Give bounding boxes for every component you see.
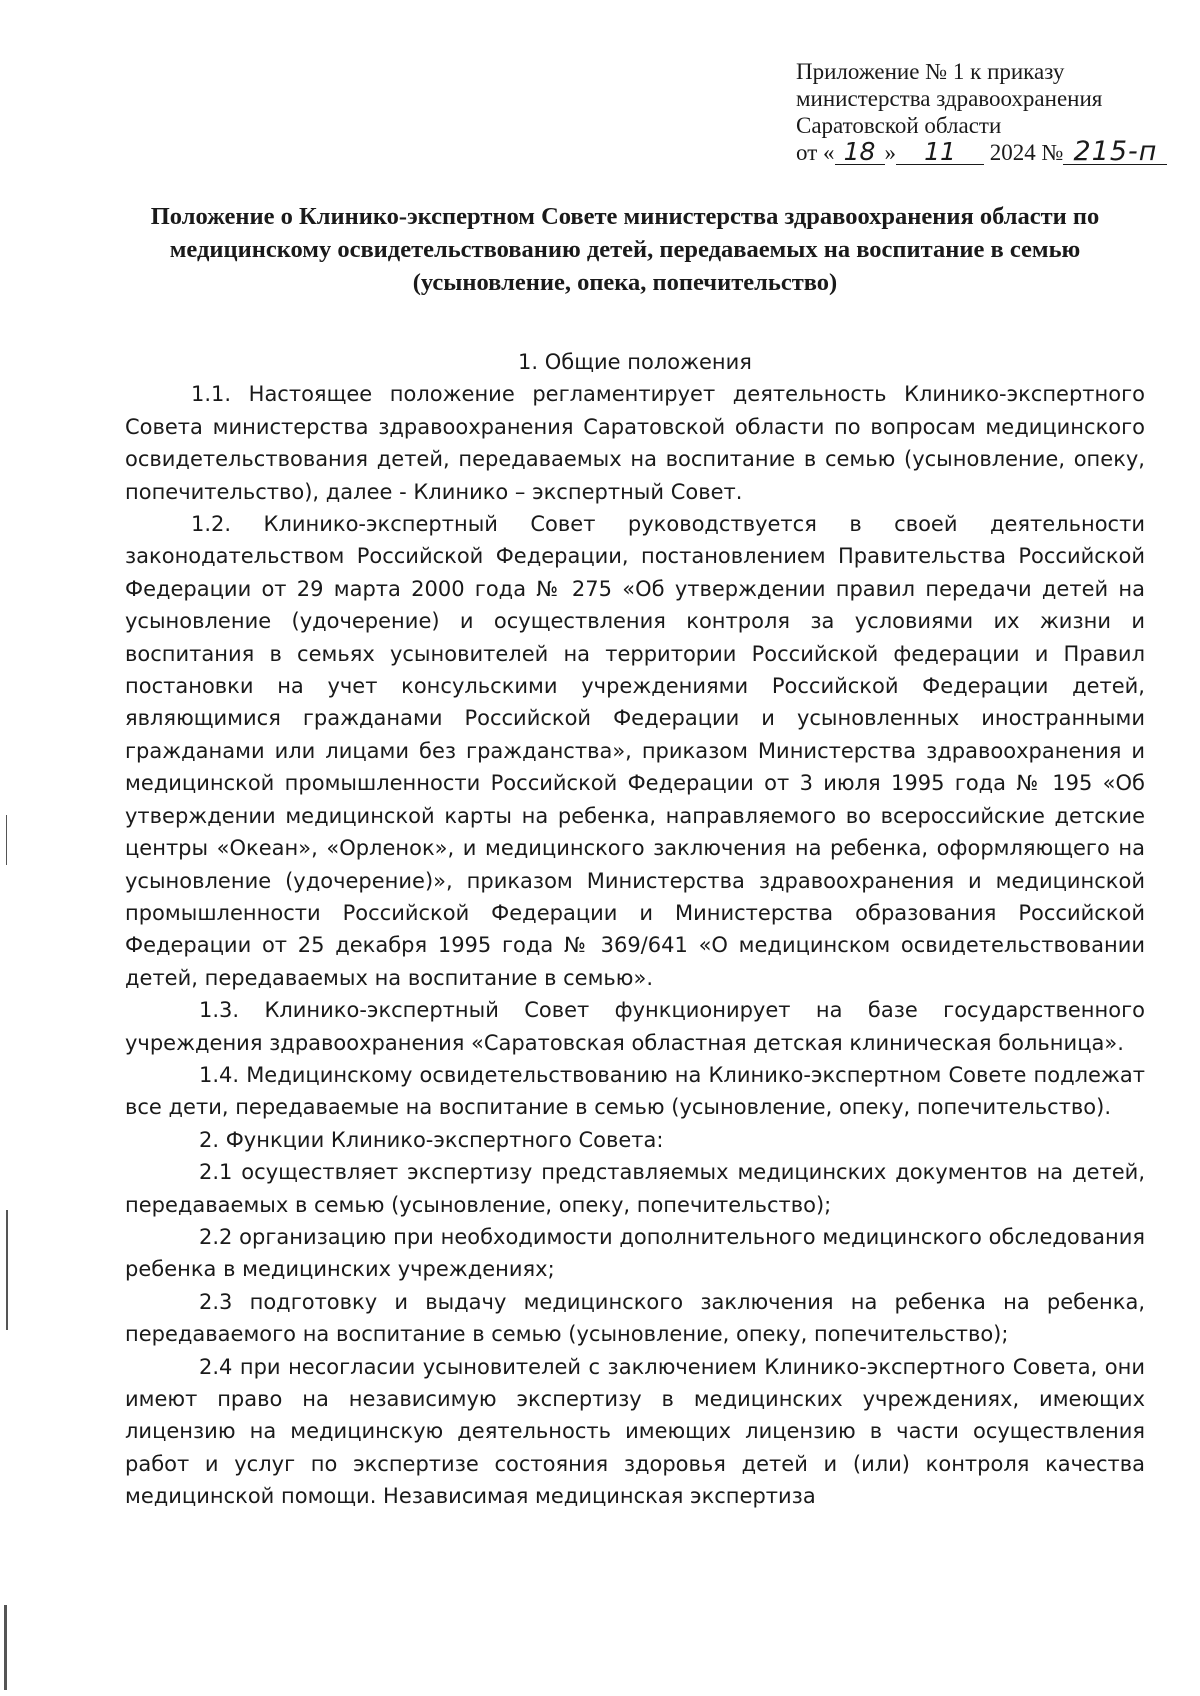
paragraph-2-4: 2.4 при несогласии усыновителей с заключением Клинико-экспертного Совета, они имеют право на независимую экспертизу в медицинских учреждениях, имеющих лицензию на медицинскую деятельность имеющих лицензию в части осуществления работ и услуг по экспертизе состояния здоровья детей и (или) контроля качества медицинской помощи. Независимая медицинская экспертиза [125, 1354, 1145, 1509]
paragraph-1-2: 1.2. Клинико-экспертный Совет руководствуется в своей деятельности законодательством Российской Федерации, постановлением Правительства Российской Федерации от 29 марта 2000 года № 275 «Об утверждении правил передачи детей на усыновление (удочерение) и осуществления контроля за условиями их жизни и воспитания в семьях усыновителей на территории Российской федерации и Правил постановки на учет консульскими учреждениями Российской Федерации детей, являющимися гражданами Российской Федерации и усыновленных иностранными гражданами или лицами без гражданства», приказом Министерства здравоохранения и медицинской промышленности Российской Федерации от 3 июля 1995 года № 195 «Об утверждении медицинской карты на ребенка, направляемого во всероссийские детские центры «Океан», «Орленок», и медицинского заключения на ребенка, оформляющего на усыновление (удочерение)», приказом Министерства здравоохранения и медицинской промышленности Российской Федерации и Министерства образования Российской Федерации от 25 декабря 1995 года № 369/641 «О медицинском освидетельствовании детей, передаваемых на воспитание в семью». [125, 512, 1145, 990]
paragraph-1-4: 1.4. Медицинскому освидетельствованию на Клинико-экспертном Совете подлежат все дети, передаваемые на воспитание в семью (усыновление, опеку, попечительство). [125, 1062, 1145, 1120]
document-title: Положение о Клинико-экспертном Совете министерства здравоохранения области по медицинскому освидетельствованию детей, передаваемых на воспитание в семью (усыновление, опека, попечительство) [150, 203, 1100, 296]
paragraph-2-2: 2.2 организацию при необходимости дополнительного медицинского обследования ребенка в медицинских учреждениях; [125, 1224, 1145, 1282]
appendix-line-2: министерства здравоохранения [796, 86, 1103, 111]
scan-edge-mark [4, 1605, 7, 1690]
date-mid: » [884, 140, 896, 165]
date-day-handwritten: 18 [835, 140, 885, 165]
paragraph-2-3: 2.3 подготовку и выдачу медицинского заключения на ребенка на ребенка, передаваемого на воспитание в семью (усыновление, опеку, попечительство); [125, 1289, 1145, 1347]
paragraph-1-1: 1.1. Настоящее положение регламентирует деятельность Клинико-экспертного Совета министерства здравоохранения Саратовской области по вопросам медицинского освидетельствования детей, передаваемых на воспитание в семью (усыновление, опеку, попечительство), далее - Клинико – экспертный Совет. [125, 382, 1145, 504]
appendix-header [796, 58, 1176, 166]
scan-edge-mark [6, 815, 7, 865]
appendix-line-1: Приложение № 1 к приказу [796, 59, 1065, 84]
paragraph-1-3: 1.3. Клинико-экспертный Совет функционирует на базе государственного учреждения здравоохранения «Саратовская областная детская клиническая больница». [125, 998, 1145, 1055]
section-2-heading: 2. Функции Клинико-экспертного Совета: [199, 1127, 664, 1152]
scan-edge-mark [6, 1210, 8, 1330]
date-year: 2024 № [989, 140, 1064, 165]
appendix-line-3: Саратовской области [796, 113, 1002, 138]
document-body [125, 346, 1145, 1513]
appendix-date-line [796, 136, 1176, 167]
date-prefix: от « [796, 140, 835, 165]
section-1-heading: 1. Общие положения [518, 350, 752, 374]
order-number-handwritten: 215-п [1063, 140, 1167, 165]
date-month-handwritten: 11 [896, 140, 984, 165]
paragraph-2-1: 2.1 осуществляет экспертизу представляемых медицинских документов на детей, передаваемых в семью (усыновление, опеку, попечительство); [125, 1160, 1145, 1217]
